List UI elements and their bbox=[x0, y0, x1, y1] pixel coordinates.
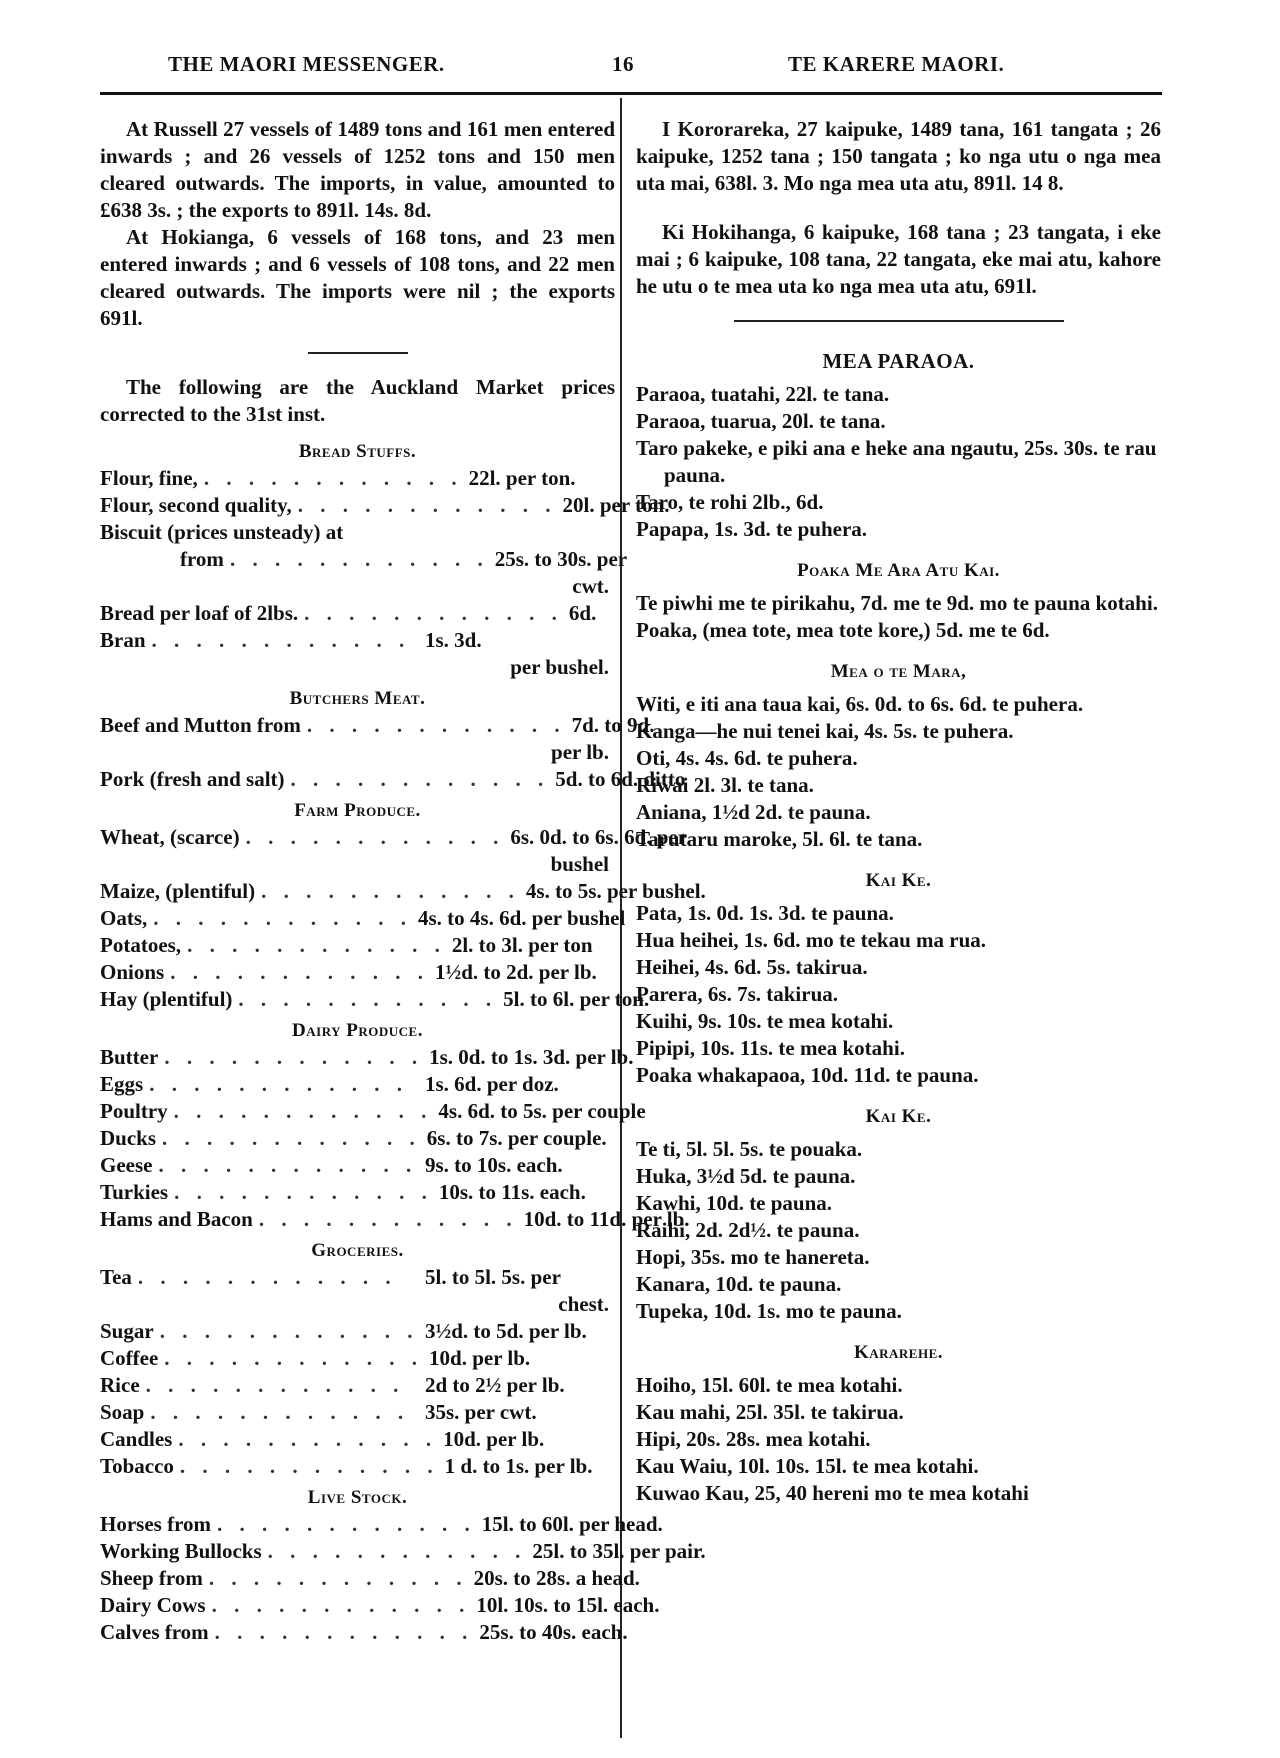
item-price: 1s. 0d. to 1s. 3d. per lb. bbox=[429, 1045, 634, 1069]
price-row bbox=[100, 1152, 615, 1179]
price-row bbox=[100, 986, 650, 1013]
item-price: 4s. to 5s. per bushel. bbox=[525, 879, 706, 903]
price-row bbox=[100, 1372, 615, 1399]
running-head-right: TE KARERE MAORI. bbox=[788, 52, 1005, 76]
price-section-heading: Butchers Meat. bbox=[289, 688, 426, 709]
leader-dots: . . . . . . . . . . . . bbox=[290, 767, 550, 791]
leader-dots: . . . . . . . . . . . . bbox=[179, 1454, 439, 1478]
price-row bbox=[100, 1206, 690, 1233]
shipping-russell: At Russell 27 vessels of 1489 tons and 161 men entered inwards ; and 26 vessels of 1252 tons and 150 men cleared outwards. The imports, in value, amounted to £638 3s. ; the exports to 891l. 14s. 8d. bbox=[100, 117, 615, 222]
item-label: Onions bbox=[100, 960, 165, 984]
section-rule bbox=[734, 320, 1064, 322]
page-number: 16 bbox=[612, 52, 634, 76]
item-price-continued: chest. bbox=[558, 1292, 609, 1316]
price-row bbox=[100, 519, 615, 546]
item-label: Poultry bbox=[100, 1099, 168, 1123]
price-row bbox=[100, 1179, 615, 1206]
price-line: Tarutaru maroke, 5l. 6l. te tana. bbox=[636, 827, 923, 851]
price-line: Papapa, 1s. 3d. te puhera. bbox=[636, 517, 868, 541]
item-label: Calves from bbox=[100, 1620, 209, 1644]
leader-dots: . . . . . . . . . . . . bbox=[164, 1346, 424, 1370]
price-line: Kanga—he nui tenei kai, 4s. 5s. te puhera. bbox=[636, 719, 1014, 743]
leader-dots: . . . . . . . . . . . . bbox=[174, 1180, 433, 1204]
leader-dots: . . . . . . . . . . . . bbox=[170, 960, 429, 984]
item-price: 20l. per ton. bbox=[562, 493, 670, 517]
price-line: Hua heihei, 1s. 6d. mo te tekau ma rua. bbox=[636, 928, 987, 952]
item-price: 35s. per cwt. bbox=[425, 1400, 537, 1424]
item-price: 4s. to 4s. 6d. per bushel bbox=[418, 906, 626, 930]
item-label: from bbox=[180, 547, 224, 571]
item-price: 15l. to 60l. per head. bbox=[481, 1512, 663, 1536]
item-price: 10l. 10s. to 15l. each. bbox=[476, 1593, 660, 1617]
item-label: Butter bbox=[100, 1045, 159, 1069]
item-price: 5d. to 6d. ditto bbox=[555, 767, 686, 791]
leader-dots: . . . . . . . . . . . . bbox=[158, 1153, 418, 1177]
price-line: Oti, 4s. 4s. 6d. te puhera. bbox=[636, 746, 858, 770]
leader-dots: . . . . . . . . . . . . bbox=[211, 1593, 471, 1617]
price-row bbox=[100, 878, 706, 905]
leader-dots: . . . . . . . . . . . . bbox=[217, 1512, 476, 1536]
item-price: 2d to 2½ per lb. bbox=[425, 1373, 565, 1397]
running-head-left: THE MAORI MESSENGER. bbox=[168, 52, 445, 76]
price-section-heading: Dairy Produce. bbox=[292, 1020, 423, 1041]
price-line: Poaka whakapaoa, 10d. 11d. te pauna. bbox=[636, 1063, 979, 1087]
leader-dots: . . . . . . . . . . . . bbox=[258, 1207, 518, 1231]
leader-dots: . . . . . . . . . . . . bbox=[214, 1620, 474, 1644]
item-label: Pork (fresh and salt) bbox=[100, 767, 285, 791]
item-label: Ducks bbox=[100, 1126, 157, 1150]
price-line: Kuwao Kau, 25, 40 hereni mo te mea kotahi bbox=[636, 1481, 1029, 1505]
price-row bbox=[100, 824, 688, 851]
price-section-heading: Groceries. bbox=[311, 1240, 404, 1261]
price-line: Aniana, 1½d 2d. te pauna. bbox=[636, 800, 871, 824]
price-section-heading: MEA PARAOA. bbox=[822, 349, 975, 373]
leader-dots: . . . . . . . . . . . . bbox=[261, 879, 520, 903]
item-label: Eggs bbox=[100, 1072, 144, 1096]
leader-dots: . . . . . . . . . . . . bbox=[137, 1265, 397, 1289]
leader-dots: . . . . . . . . . . . . bbox=[306, 713, 566, 737]
price-line: Pata, 1s. 0d. 1s. 3d. te pauna. bbox=[636, 901, 894, 925]
item-label: Wheat, (scarce) bbox=[100, 825, 240, 849]
right-column bbox=[636, 116, 1161, 1507]
item-price: 22l. per ton. bbox=[468, 466, 576, 490]
leader-dots: . . . . . . . . . . . . bbox=[145, 1373, 405, 1397]
item-price bbox=[425, 519, 615, 546]
item-label: Horses from bbox=[100, 1512, 211, 1536]
price-line: Tupeka, 10d. 1s. mo te pauna. bbox=[636, 1299, 902, 1323]
price-section-heading: Bread Stuffs. bbox=[298, 441, 417, 462]
price-line: Raihi, 2d. 2d½. te pauna. bbox=[636, 1218, 860, 1242]
price-line: Te ti, 5l. 5l. 5s. te pouaka. bbox=[636, 1137, 863, 1161]
item-label: Sugar bbox=[100, 1319, 154, 1343]
price-line: Kanara, 10d. te pauna. bbox=[636, 1272, 842, 1296]
price-row bbox=[100, 546, 628, 573]
price-line: Kau mahi, 25l. 35l. te takirua. bbox=[636, 1400, 904, 1424]
price-row bbox=[100, 932, 615, 959]
leader-dots: . . . . . . . . . . . . bbox=[173, 1099, 433, 1123]
item-price-continued: per bushel. bbox=[510, 655, 609, 679]
item-price: 6d. bbox=[568, 601, 597, 625]
item-price: 20s. to 28s. a head. bbox=[473, 1566, 640, 1590]
leader-dots: . . . . . . . . . . . . bbox=[245, 825, 505, 849]
item-price-continued: cwt. bbox=[572, 574, 609, 598]
price-row bbox=[100, 1345, 615, 1372]
item-price: 1s. 3d. bbox=[425, 628, 482, 652]
item-price: 4s. 6d. to 5s. per couple bbox=[438, 1099, 646, 1123]
item-price: 3½d. to 5d. per lb. bbox=[425, 1319, 587, 1343]
item-price-continued: bushel bbox=[550, 852, 609, 876]
item-price: 6s. to 7s. per couple. bbox=[426, 1126, 607, 1150]
price-line: Poaka, (mea tote, mea tote kore,) 5d. me te 6d. bbox=[636, 618, 1050, 642]
leader-dots: . . . . . . . . . . . . bbox=[187, 933, 446, 957]
leader-dots: . . . . . . . . . . . . bbox=[149, 1072, 408, 1096]
leader-dots: . . . . . . . . . . . . bbox=[153, 906, 412, 930]
item-price: 25s. to 40s. each. bbox=[479, 1620, 628, 1644]
item-price: 5l. to 5l. 5s. per bbox=[425, 1265, 561, 1289]
item-price: 2l. to 3l. per ton bbox=[451, 933, 593, 957]
leader-dots: . . . . . . . . . . . . bbox=[203, 466, 463, 490]
item-price: 10d. per lb. bbox=[443, 1427, 545, 1451]
price-row bbox=[100, 1538, 706, 1565]
leader-dots: . . . . . . . . . . . . bbox=[304, 601, 563, 625]
item-label: Bread per loaf of 2lbs. bbox=[100, 601, 299, 625]
price-line: Parera, 6s. 7s. takirua. bbox=[636, 982, 839, 1006]
item-label: Flour, second quality, bbox=[100, 493, 292, 517]
item-label: Flour, fine, bbox=[100, 466, 198, 490]
left-column bbox=[100, 116, 706, 1646]
price-row bbox=[100, 1125, 615, 1152]
price-row bbox=[100, 1592, 660, 1619]
item-label: Turkies bbox=[100, 1180, 169, 1204]
item-price: 9s. to 10s. each. bbox=[425, 1153, 563, 1177]
price-row bbox=[100, 959, 615, 986]
price-line: Kuihi, 9s. 10s. te mea kotahi. bbox=[636, 1009, 894, 1033]
item-label: Bran bbox=[100, 628, 146, 652]
header-rule bbox=[100, 92, 1162, 95]
item-price: 1½d. to 2d. per lb. bbox=[434, 960, 597, 984]
price-row bbox=[100, 1044, 634, 1071]
price-line: Riwai 2l. 3l. te tana. bbox=[636, 773, 814, 797]
price-row bbox=[100, 492, 670, 519]
shipping-hokihanga: Ki Hokihanga, 6 kaipuke, 168 tana ; 23 tangata, i eke mai ; 6 kaipuke, 108 tana, 22 tangata, eke mai atu, kahore he utu o te mea uta ko nga mea uta atu, 691l. bbox=[636, 220, 1161, 298]
item-label: Soap bbox=[100, 1400, 145, 1424]
price-row bbox=[100, 905, 626, 932]
price-section-heading: Kai Ke. bbox=[865, 1106, 932, 1127]
leader-dots: . . . . . . . . . . . . bbox=[150, 1400, 410, 1424]
shipping-hokianga: At Hokianga, 6 vessels of 168 tons, and 23 men entered inwards ; and 6 vessels of 108 tons, and 22 men cleared outwards. The imports were nil ; the exports 691l. bbox=[100, 225, 615, 330]
item-price: 6s. 0d. to 6s. 6d. per bbox=[510, 825, 688, 849]
price-row bbox=[100, 600, 615, 627]
leader-dots: . . . . . . . . . . . . bbox=[164, 1045, 424, 1069]
price-row bbox=[100, 1565, 640, 1592]
price-section-heading: Poaka Me Ara Atu Kai. bbox=[797, 560, 1000, 581]
price-line: Huka, 3½d 5d. te pauna. bbox=[636, 1164, 856, 1188]
price-row bbox=[100, 1619, 628, 1646]
item-label: Rice bbox=[100, 1373, 140, 1397]
price-row bbox=[100, 465, 615, 492]
item-label: Candles bbox=[100, 1427, 173, 1451]
price-line: Paraoa, tuatahi, 22l. te tana. bbox=[636, 382, 890, 406]
price-row bbox=[100, 1264, 615, 1291]
item-price: 10d. to 11d. per lb. bbox=[523, 1207, 690, 1231]
price-row bbox=[100, 1426, 615, 1453]
item-label: Beef and Mutton from bbox=[100, 713, 301, 737]
price-row bbox=[100, 1071, 615, 1098]
leader-dots: . . . . . . . . . . . . bbox=[238, 987, 498, 1011]
item-label: Potatoes, bbox=[100, 933, 182, 957]
price-line: Paraoa, tuarua, 20l. te tana. bbox=[636, 409, 886, 433]
item-label: Oats, bbox=[100, 906, 148, 930]
item-label: Biscuit (prices unsteady) at bbox=[100, 520, 344, 544]
item-price: 1 d. to 1s. per lb. bbox=[444, 1454, 593, 1478]
price-line: Witi, e iti ana taua kai, 6s. 0d. to 6s. 6d. te puhera. bbox=[636, 692, 1084, 716]
price-line: Taro, te rohi 2lb., 6d. bbox=[636, 490, 824, 514]
item-price: 1s. 6d. per doz. bbox=[425, 1072, 559, 1096]
item-label: Geese bbox=[100, 1153, 153, 1177]
price-section-heading: Kararehe. bbox=[853, 1342, 944, 1363]
price-line: Te piwhi me te pirikahu, 7d. me te 9d. mo te pauna kotahi. bbox=[636, 591, 1158, 615]
item-label: Dairy Cows bbox=[100, 1593, 206, 1617]
leader-dots bbox=[343, 519, 425, 546]
market-intro: The following are the Auckland Market prices corrected to the 31st inst. bbox=[100, 375, 615, 426]
item-price: 10d. per lb. bbox=[429, 1346, 531, 1370]
item-label: Maize, (plentiful) bbox=[100, 879, 256, 903]
item-price: 25s. to 30s. per bbox=[494, 547, 628, 571]
item-price: 7d. to 9d. bbox=[571, 713, 655, 737]
price-row bbox=[100, 712, 655, 739]
item-label: Tobacco bbox=[100, 1454, 174, 1478]
price-row bbox=[100, 1098, 646, 1125]
leader-dots: . . . . . . . . . . . . bbox=[267, 1539, 527, 1563]
price-line: Hoiho, 15l. 60l. te mea kotahi. bbox=[636, 1373, 903, 1397]
price-line: Taro pakeke, e piki ana e heke ana ngautu, 25s. 30s. te rau pauna. bbox=[636, 436, 1157, 487]
item-label: Sheep from bbox=[100, 1566, 203, 1590]
shipping-kororareka: I Kororareka, 27 kaipuke, 1489 tana, 161 tangata ; 26 kaipuke, 1252 tana ; 150 tangata ; ko nga utu o nga mea uta mai, 638l. 3. Mo nga mea uta atu, 891l. 14 8. bbox=[636, 117, 1161, 195]
price-section-heading: Mea o te Mara, bbox=[830, 661, 967, 682]
item-label: Hay (plentiful) bbox=[100, 987, 233, 1011]
price-row bbox=[100, 766, 686, 793]
price-section-heading: Farm Produce. bbox=[294, 800, 421, 821]
price-row bbox=[100, 1511, 663, 1538]
price-line: Kau Waiu, 10l. 10s. 15l. te mea kotahi. bbox=[636, 1454, 979, 1478]
item-price: 10s. to 11s. each. bbox=[438, 1180, 586, 1204]
leader-dots: . . . . . . . . . . . . bbox=[229, 547, 489, 571]
price-row bbox=[100, 1399, 615, 1426]
price-line: Hopi, 35s. mo te hanereta. bbox=[636, 1245, 870, 1269]
item-label: Coffee bbox=[100, 1346, 159, 1370]
leader-dots: . . . . . . . . . . . . bbox=[151, 628, 411, 652]
leader-dots: . . . . . . . . . . . . bbox=[297, 493, 557, 517]
price-row bbox=[100, 1318, 615, 1345]
leader-dots: . . . . . . . . . . . . bbox=[178, 1427, 438, 1451]
price-row bbox=[100, 627, 615, 654]
price-line: Hipi, 20s. 28s. mea kotahi. bbox=[636, 1427, 871, 1451]
price-section-heading: Kai Ke. bbox=[865, 870, 932, 891]
price-row bbox=[100, 1453, 615, 1480]
price-line: Heihei, 4s. 6d. 5s. takirua. bbox=[636, 955, 868, 979]
leader-dots: . . . . . . . . . . . . bbox=[208, 1566, 468, 1590]
leader-dots: . . . . . . . . . . . . bbox=[162, 1126, 421, 1150]
section-rule bbox=[308, 352, 408, 354]
price-section-heading: Live Stock. bbox=[307, 1487, 408, 1508]
item-label: Working Bullocks bbox=[100, 1539, 262, 1563]
price-line: Pipipi, 10s. 11s. te mea kotahi. bbox=[636, 1036, 905, 1060]
leader-dots: . . . . . . . . . . . . bbox=[159, 1319, 419, 1343]
item-label: Hams and Bacon bbox=[100, 1207, 253, 1231]
item-label: Tea bbox=[100, 1265, 132, 1289]
item-price-continued: per lb. bbox=[551, 740, 609, 764]
item-price: 5l. to 6l. per ton. bbox=[503, 987, 650, 1011]
item-price: 25l. to 35l. per pair. bbox=[532, 1539, 706, 1563]
price-line: Kawhi, 10d. te pauna. bbox=[636, 1191, 833, 1215]
